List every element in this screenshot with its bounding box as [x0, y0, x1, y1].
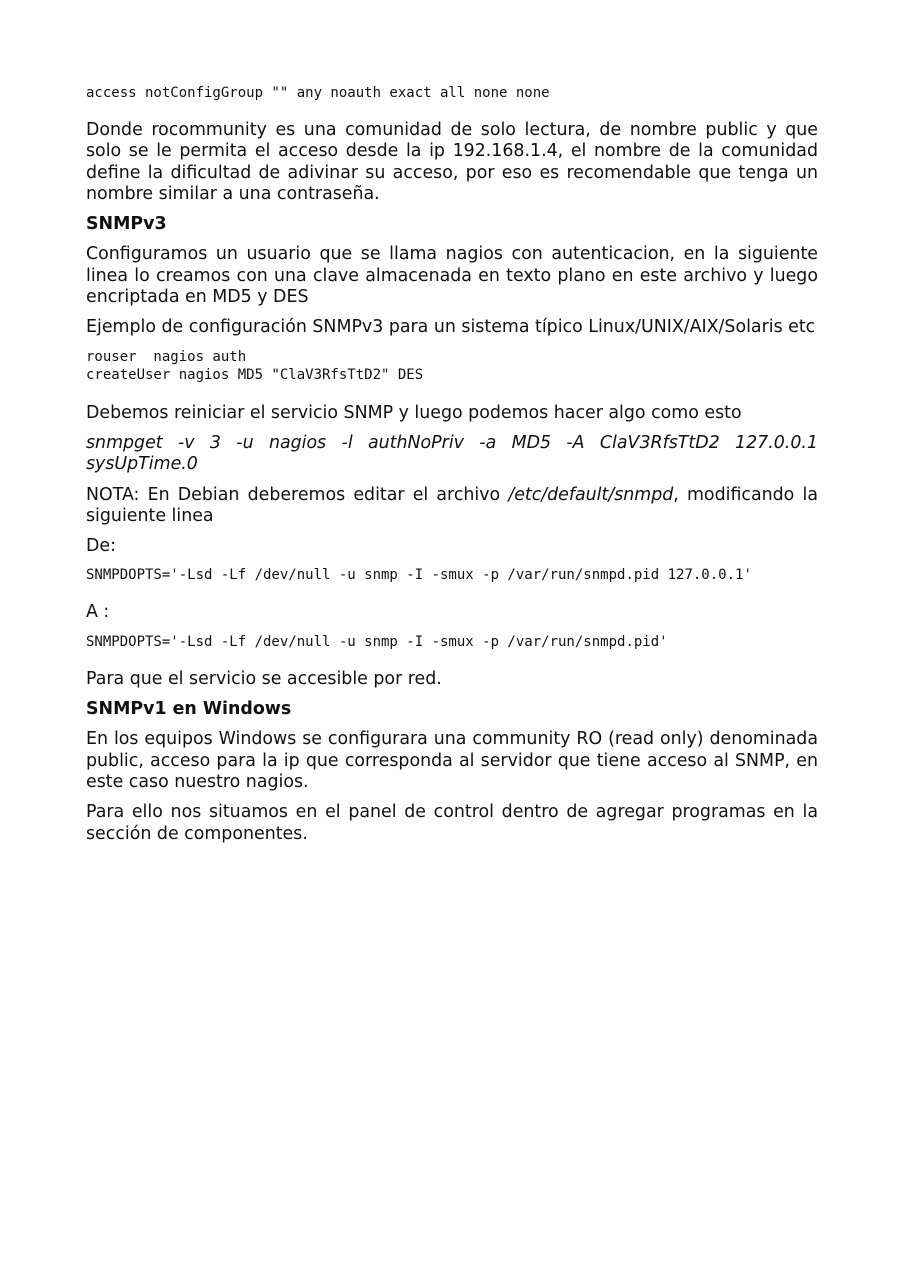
heading-snmpv3: SNMPv3: [86, 214, 167, 235]
document-page: [86, 84, 818, 845]
code-block-snmpv3: [86, 348, 818, 384]
code-access-line: access notConfigGroup "" any noauth exact all none none: [86, 85, 550, 101]
paragraph-accesible: Para que el servicio se accesible por red.: [86, 668, 442, 689]
paragraph-ejemplo: Ejemplo de configuración SNMPv3 para un sistema típico Linux/UNIX/AIX/Solaris etc: [86, 317, 816, 338]
heading-snmpv1-windows: SNMPv1 en Windows: [86, 699, 292, 720]
paragraph-usuario: Configuramos un usuario que se llama nagios con autenticacion, en la siguiente linea lo creamos con una clave almacenada en texto plano en este archivo y luego encriptada en MD5 y DES: [86, 244, 818, 308]
paragraph-a: A :: [86, 602, 110, 623]
paragraph-snmpget-command: snmpget -v 3 -u nagios -l authNoPriv -a MD5 -A ClaV3RfsTtD2 127.0.0.1 sysUpTime.0: [86, 432, 818, 475]
nota-file-path: /etc/default/snmpd: [508, 484, 674, 505]
paragraph-nota: [86, 485, 818, 528]
code-rouser-line: rouser nagios auth: [86, 348, 247, 365]
code-createuser-line: createUser nagios MD5 "ClaV3RfsTtD2" DES: [86, 366, 424, 383]
nota-text-start: NOTA: En Debian deberemos editar el archivo: [86, 484, 509, 505]
paragraph-de: De:: [86, 536, 116, 557]
paragraph-rocommunity: Donde rocommunity es una comunidad de solo lectura, de nombre public y que solo se le permita el acceso desde la ip 192.168.1.4, el nombre de la comunidad define la dificultad de adivinar su acceso, por eso es recomendable que tenga un nombre similar a una contraseña.: [86, 120, 818, 204]
paragraph-panel: Para ello nos situamos en el panel de control dentro de agregar programas en la sección de componentes.: [86, 802, 818, 844]
code-snmpdopts-before: SNMPDOPTS='-Lsd -Lf /dev/null -u snmp -I -smux -p /var/run/snmpd.pid 127.0.0.1': [86, 567, 752, 584]
paragraph-windows: En los equipos Windows se configurara una community RO (read only) denominada public, acceso para la ip que corresponda al servidor que tiene acceso al SNMP, en este caso nuestro nagios.: [86, 729, 818, 792]
paragraph-reiniciar: Debemos reiniciar el servicio SNMP y luego podemos hacer algo como esto: [86, 402, 742, 423]
code-snmpdopts-after: SNMPDOPTS='-Lsd -Lf /dev/null -u snmp -I -smux -p /var/run/snmpd.pid': [86, 633, 668, 650]
nota-text-end: , modificando la siguiente linea: [86, 484, 818, 526]
